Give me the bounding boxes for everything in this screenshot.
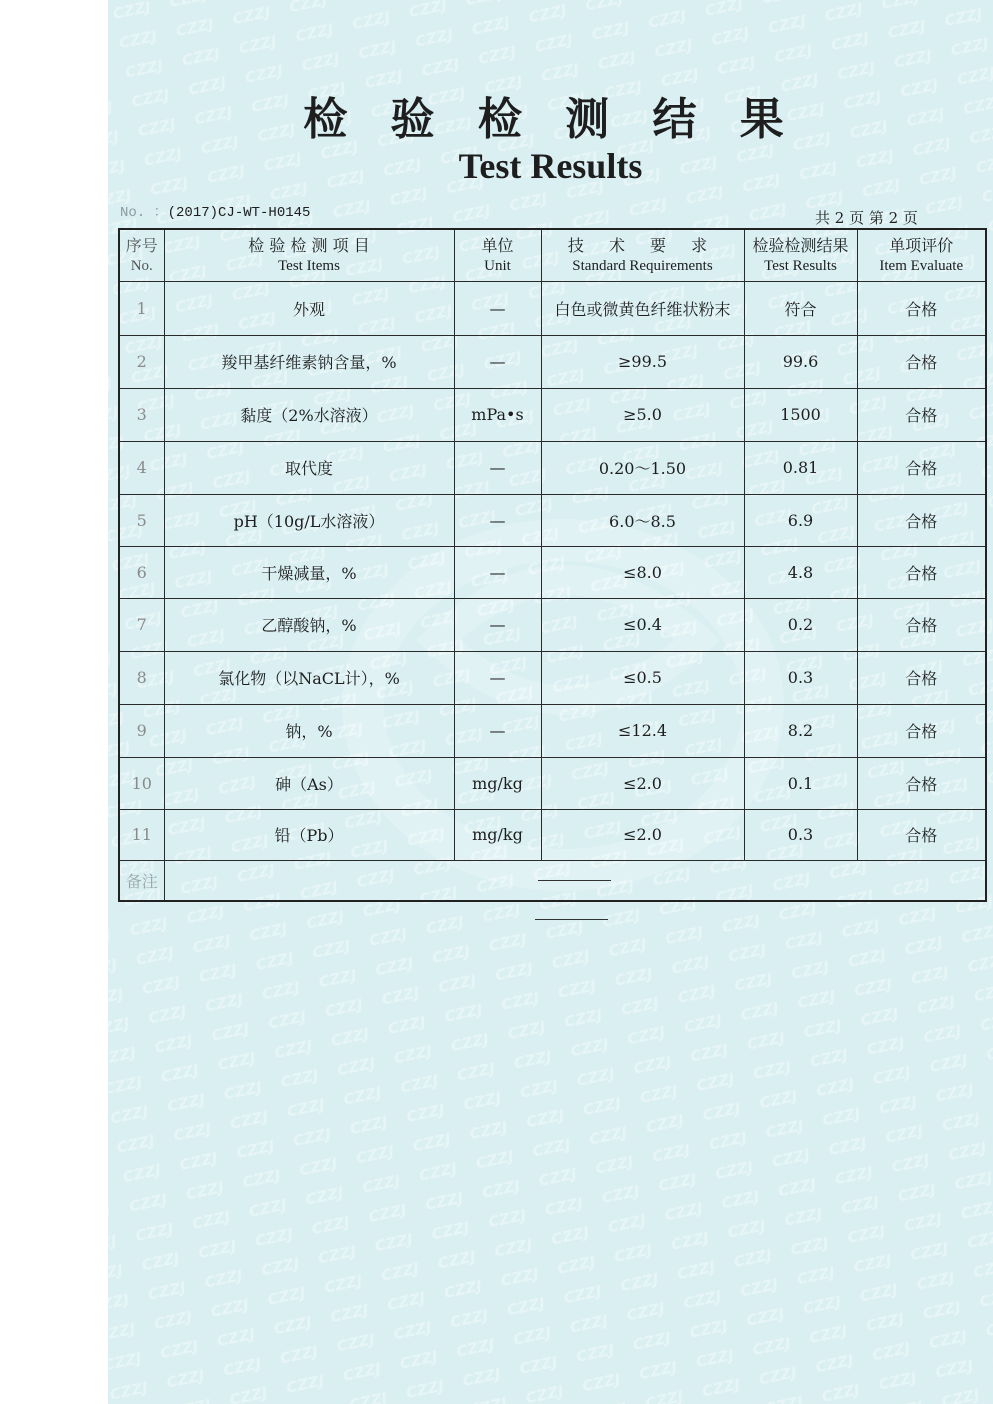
cell-result: 4.8 (744, 546, 857, 598)
table-row (119, 335, 986, 388)
header-no (119, 229, 164, 281)
end-of-table-line (535, 919, 608, 920)
cell-unit: mPa•s (454, 388, 541, 441)
header-results (744, 229, 857, 281)
header-evaluate (857, 229, 986, 281)
report-number-label: No. ： (120, 205, 168, 221)
remarks-blank-line (538, 880, 611, 881)
cell-requirement: ≤0.4 (541, 598, 744, 651)
cell-evaluate: 合格 (857, 704, 986, 757)
cell-no: 3 (119, 388, 164, 441)
cell-no: 10 (119, 757, 164, 809)
header-unit (454, 229, 541, 281)
header-unit-cn: 单位 (481, 235, 514, 255)
table-row (119, 494, 986, 546)
cell-result: 8.2 (744, 704, 857, 757)
cell-requirement: ≤8.0 (541, 546, 744, 598)
report-number (120, 204, 310, 222)
header-evaluate-en: Item Evaluate (879, 257, 964, 274)
page-indicator: 共 2 页 第 2 页 (815, 209, 918, 227)
table-row (119, 809, 986, 860)
table-row (119, 704, 986, 757)
page-title-en: Test Results (458, 146, 643, 186)
cell-requirement: 0.20～1.50 (541, 441, 744, 494)
cell-unit: — (454, 598, 541, 651)
cell-evaluate: 合格 (857, 651, 986, 704)
cell-no: 6 (119, 546, 164, 598)
cell-unit: — (454, 704, 541, 757)
header-items-en: Test Items (278, 257, 340, 274)
cell-evaluate: 合格 (857, 388, 986, 441)
header-requirements-cn: 技 术 要 求 (567, 235, 718, 255)
results-table (118, 228, 987, 902)
table-row (119, 281, 986, 335)
header-results-en: Test Results (764, 257, 837, 274)
table-row (119, 757, 986, 809)
cell-no: 9 (119, 704, 164, 757)
cell-item: 黏度（2%水溶液） (164, 388, 454, 441)
table-header-row (119, 229, 986, 281)
cell-requirement: ≥99.5 (541, 335, 744, 388)
cell-item: 钠，% (164, 704, 454, 757)
report-number-value: (2017)CJ-WT-H0145 (167, 205, 311, 221)
header-no-en: No. (130, 257, 153, 274)
cell-no: 2 (119, 335, 164, 388)
cell-item: 乙醇酸钠，% (164, 598, 454, 651)
cell-item: 干燥减量，% (164, 546, 454, 598)
header-results-cn: 检验检测结果 (752, 235, 849, 255)
remarks-label: 备注 (119, 860, 164, 901)
cell-item: 铅（Pb） (164, 809, 454, 860)
header-requirements (541, 229, 744, 281)
cell-unit: — (454, 651, 541, 704)
table-row (119, 441, 986, 494)
cell-requirement: ≤12.4 (541, 704, 744, 757)
header-items-cn: 检 验 检 测 项 目 (248, 235, 370, 255)
cell-requirement: 白色或微黄色纤维状粉末 (541, 281, 744, 335)
cell-requirement: ≥5.0 (541, 388, 744, 441)
cell-no: 8 (119, 651, 164, 704)
cell-no: 1 (119, 281, 164, 335)
cell-unit: mg/kg (454, 757, 541, 809)
cell-unit: — (454, 441, 541, 494)
cell-result: 99.6 (744, 335, 857, 388)
cell-evaluate: 合格 (857, 494, 986, 546)
cell-item: 砷（As） (164, 757, 454, 809)
header-evaluate-cn: 单项评价 (889, 235, 954, 255)
cell-no: 5 (119, 494, 164, 546)
cell-unit: — (454, 335, 541, 388)
cell-evaluate: 合格 (857, 598, 986, 651)
cell-evaluate: 合格 (857, 335, 986, 388)
header-requirements-en: Standard Requirements (572, 257, 713, 274)
cell-unit: — (454, 281, 541, 335)
cell-result: 1500 (744, 388, 857, 441)
cell-evaluate: 合格 (857, 441, 986, 494)
cell-requirement: 6.0～8.5 (541, 494, 744, 546)
cell-no: 11 (119, 809, 164, 860)
header-items (164, 229, 454, 281)
cell-evaluate: 合格 (857, 546, 986, 598)
cell-result: 6.9 (744, 494, 857, 546)
cell-result: 0.81 (744, 441, 857, 494)
cell-item: 取代度 (164, 441, 454, 494)
cell-item: 氯化物（以NaCL计），% (164, 651, 454, 704)
table-row (119, 388, 986, 441)
cell-item: 外观 (164, 281, 454, 335)
table-row (119, 546, 986, 598)
cell-result: 0.3 (744, 651, 857, 704)
cell-item: pH（10g/L水溶液） (164, 494, 454, 546)
remarks-row (119, 860, 986, 901)
header-unit-en: Unit (484, 257, 511, 274)
cell-unit: — (454, 546, 541, 598)
cell-result: 0.3 (744, 809, 857, 860)
cell-result: 0.2 (744, 598, 857, 651)
cell-requirement: ≤2.0 (541, 757, 744, 809)
header-no-cn: 序号 (125, 235, 158, 255)
cell-result: 符合 (744, 281, 857, 335)
table-row (119, 651, 986, 704)
cell-evaluate: 合格 (857, 757, 986, 809)
remarks-content (164, 860, 986, 901)
cell-no: 7 (119, 598, 164, 651)
cell-requirement: ≤2.0 (541, 809, 744, 860)
cell-evaluate: 合格 (857, 281, 986, 335)
cell-evaluate: 合格 (857, 809, 986, 860)
cell-requirement: ≤0.5 (541, 651, 744, 704)
table-row (119, 598, 986, 651)
cell-item: 羧甲基纤维素钠含量，% (164, 335, 454, 388)
cell-result: 0.1 (744, 757, 857, 809)
page-title-cn: 检 验 检 测 结 果 (303, 94, 798, 145)
cell-unit: — (454, 494, 541, 546)
cell-no: 4 (119, 441, 164, 494)
cell-unit: mg/kg (454, 809, 541, 860)
